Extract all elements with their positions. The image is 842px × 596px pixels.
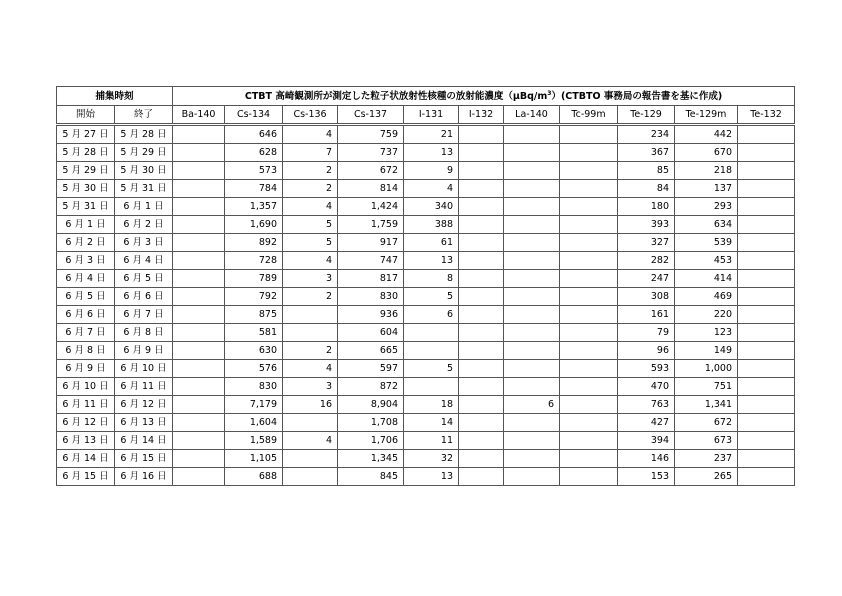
start-date-cell: 6 月 7 日 [57, 324, 115, 342]
value-cell: 1,690 [225, 216, 283, 234]
value-cell [504, 198, 560, 216]
value-cell [459, 125, 504, 144]
value-cell [173, 252, 225, 270]
table-row [57, 396, 795, 414]
nuclide-header: Ba-140 [173, 106, 225, 125]
end-date-cell: 6 月 7 日 [115, 306, 173, 324]
value-cell [504, 414, 560, 432]
nuclide-header: Tc-99m [560, 106, 618, 125]
value-cell [738, 432, 795, 450]
end-date-cell: 6 月 11 日 [115, 378, 173, 396]
value-cell [504, 378, 560, 396]
value-cell [459, 144, 504, 162]
value-cell [738, 252, 795, 270]
table-row [57, 234, 795, 252]
end-date-cell: 6 月 3 日 [115, 234, 173, 252]
nuclide-header: Cs-137 [338, 106, 404, 125]
value-cell: 153 [618, 468, 675, 486]
value-cell [173, 360, 225, 378]
value-cell: 8 [404, 270, 459, 288]
value-cell: 218 [675, 162, 738, 180]
value-cell [504, 468, 560, 486]
table-row [57, 144, 795, 162]
end-date-cell: 5 月 30 日 [115, 162, 173, 180]
value-cell: 18 [404, 396, 459, 414]
value-cell [738, 270, 795, 288]
value-cell [173, 234, 225, 252]
value-cell [459, 270, 504, 288]
value-cell: 751 [675, 378, 738, 396]
value-cell: 5 [404, 288, 459, 306]
value-cell: 1,000 [675, 360, 738, 378]
value-cell [560, 270, 618, 288]
value-cell [404, 324, 459, 342]
nuclide-header: La-140 [504, 106, 560, 125]
value-cell: 646 [225, 125, 283, 144]
start-date-cell: 6 月 5 日 [57, 288, 115, 306]
value-cell: 21 [404, 125, 459, 144]
capture-time-header: 捕集時刻 [57, 87, 173, 106]
value-cell [459, 306, 504, 324]
value-cell: 4 [283, 432, 338, 450]
value-cell: 4 [283, 125, 338, 144]
value-cell [173, 432, 225, 450]
value-cell: 469 [675, 288, 738, 306]
value-cell: 784 [225, 180, 283, 198]
value-cell: 593 [618, 360, 675, 378]
value-cell: 234 [618, 125, 675, 144]
value-cell [560, 378, 618, 396]
value-cell: 5 [404, 360, 459, 378]
table-title: CTBT 高崎観測所が測定した粒子状放射性核種の放射能濃度$(\mu Bq/m^3)(CTBTO$ 事務局の報告書を基に作成) [173, 87, 795, 106]
value-cell [173, 414, 225, 432]
table-row [57, 162, 795, 180]
value-cell: 32 [404, 450, 459, 468]
start-date-cell: 6 月 2 日 [57, 234, 115, 252]
value-cell [738, 414, 795, 432]
end-date-cell: 6 月 9 日 [115, 342, 173, 360]
value-cell: 220 [675, 306, 738, 324]
value-cell [504, 216, 560, 234]
value-cell: 1,589 [225, 432, 283, 450]
value-cell [173, 324, 225, 342]
value-cell [738, 360, 795, 378]
value-cell: 672 [675, 414, 738, 432]
value-cell: 4 [404, 180, 459, 198]
value-cell [173, 125, 225, 144]
value-cell [738, 234, 795, 252]
value-cell: 8,904 [338, 396, 404, 414]
value-cell [560, 198, 618, 216]
value-cell: 872 [338, 378, 404, 396]
value-cell: 2 [283, 342, 338, 360]
end-date-cell: 6 月 10 日 [115, 360, 173, 378]
value-cell [459, 252, 504, 270]
value-cell [738, 216, 795, 234]
value-cell [283, 468, 338, 486]
table-row [57, 125, 795, 144]
value-cell: 763 [618, 396, 675, 414]
value-cell: 597 [338, 360, 404, 378]
value-cell [173, 216, 225, 234]
value-cell: 146 [618, 450, 675, 468]
value-cell: 13 [404, 144, 459, 162]
value-cell [560, 450, 618, 468]
value-cell: 1,708 [338, 414, 404, 432]
value-cell: 845 [338, 468, 404, 486]
value-cell [504, 450, 560, 468]
value-cell [283, 324, 338, 342]
value-cell [560, 288, 618, 306]
value-cell: 581 [225, 324, 283, 342]
value-cell: 340 [404, 198, 459, 216]
end-date-cell: 6 月 6 日 [115, 288, 173, 306]
start-date-cell: 6 月 12 日 [57, 414, 115, 432]
value-cell [504, 342, 560, 360]
value-cell [738, 162, 795, 180]
value-cell [504, 180, 560, 198]
value-cell [738, 378, 795, 396]
value-cell: 5 [283, 216, 338, 234]
value-cell: 936 [338, 306, 404, 324]
value-cell [560, 396, 618, 414]
value-cell: 830 [338, 288, 404, 306]
value-cell: 393 [618, 216, 675, 234]
value-cell: 16 [283, 396, 338, 414]
value-cell [459, 216, 504, 234]
value-cell: 470 [618, 378, 675, 396]
value-cell: 917 [338, 234, 404, 252]
value-cell [173, 144, 225, 162]
value-cell [560, 414, 618, 432]
value-cell: 265 [675, 468, 738, 486]
value-cell: 247 [618, 270, 675, 288]
start-date-cell: 5 月 31 日 [57, 198, 115, 216]
value-cell: 4 [283, 252, 338, 270]
value-cell [560, 180, 618, 198]
value-cell [738, 125, 795, 144]
table-row [57, 378, 795, 396]
value-cell: 1,345 [338, 450, 404, 468]
value-cell: 1,759 [338, 216, 404, 234]
value-cell [738, 450, 795, 468]
value-cell [504, 270, 560, 288]
end-date-cell: 5 月 28 日 [115, 125, 173, 144]
end-date-cell: 6 月 16 日 [115, 468, 173, 486]
value-cell [504, 432, 560, 450]
value-cell: 7,179 [225, 396, 283, 414]
value-cell: 453 [675, 252, 738, 270]
value-cell [560, 342, 618, 360]
end-date-cell: 6 月 2 日 [115, 216, 173, 234]
table-row [57, 342, 795, 360]
value-cell: 6 [504, 396, 560, 414]
value-cell: 875 [225, 306, 283, 324]
start-date-cell: 6 月 6 日 [57, 306, 115, 324]
value-cell: 1,357 [225, 198, 283, 216]
value-cell [459, 414, 504, 432]
value-cell: 293 [675, 198, 738, 216]
start-date-cell: 6 月 13 日 [57, 432, 115, 450]
value-cell: 237 [675, 450, 738, 468]
value-cell: 672 [338, 162, 404, 180]
nuclide-header: I-132 [459, 106, 504, 125]
value-cell: 539 [675, 234, 738, 252]
value-cell: 137 [675, 180, 738, 198]
value-cell: 96 [618, 342, 675, 360]
table-row [57, 198, 795, 216]
value-cell: 728 [225, 252, 283, 270]
value-cell: 161 [618, 306, 675, 324]
value-cell: 442 [675, 125, 738, 144]
value-cell [459, 432, 504, 450]
value-cell [173, 288, 225, 306]
end-date-cell: 6 月 8 日 [115, 324, 173, 342]
value-cell: 394 [618, 432, 675, 450]
end-date-cell: 6 月 12 日 [115, 396, 173, 414]
value-cell [404, 378, 459, 396]
value-cell: 85 [618, 162, 675, 180]
value-cell: 817 [338, 270, 404, 288]
start-date-cell: 6 月 15 日 [57, 468, 115, 486]
value-cell [560, 144, 618, 162]
value-cell [504, 234, 560, 252]
start-date-cell: 5 月 28 日 [57, 144, 115, 162]
value-cell: 604 [338, 324, 404, 342]
value-cell: 737 [338, 144, 404, 162]
value-cell: 2 [283, 180, 338, 198]
value-cell: 2 [283, 288, 338, 306]
table-row [57, 432, 795, 450]
value-cell: 814 [338, 180, 404, 198]
table-row [57, 288, 795, 306]
value-cell [173, 378, 225, 396]
value-cell [283, 306, 338, 324]
value-cell [560, 432, 618, 450]
start-date-cell: 5 月 29 日 [57, 162, 115, 180]
value-cell [560, 252, 618, 270]
end-date-cell: 6 月 13 日 [115, 414, 173, 432]
value-cell [738, 306, 795, 324]
value-cell: 6 [404, 306, 459, 324]
value-cell: 308 [618, 288, 675, 306]
table-row [57, 180, 795, 198]
value-cell: 3 [283, 378, 338, 396]
table-row [57, 252, 795, 270]
start-date-cell: 6 月 11 日 [57, 396, 115, 414]
value-cell [738, 288, 795, 306]
end-date-cell: 6 月 5 日 [115, 270, 173, 288]
value-cell: 673 [675, 432, 738, 450]
value-cell [173, 450, 225, 468]
start-date-cell: 6 月 10 日 [57, 378, 115, 396]
value-cell: 688 [225, 468, 283, 486]
value-cell: 414 [675, 270, 738, 288]
value-cell: 1,341 [675, 396, 738, 414]
value-cell: 670 [675, 144, 738, 162]
value-cell: 427 [618, 414, 675, 432]
value-cell: 14 [404, 414, 459, 432]
value-cell [459, 324, 504, 342]
value-cell: 789 [225, 270, 283, 288]
value-cell [459, 360, 504, 378]
value-cell [738, 198, 795, 216]
nuclide-header: Te-132 [738, 106, 795, 125]
value-cell: 327 [618, 234, 675, 252]
radioactivity-table [56, 86, 795, 486]
value-cell [504, 125, 560, 144]
start-date-cell: 6 月 4 日 [57, 270, 115, 288]
value-cell [738, 180, 795, 198]
value-cell: 149 [675, 342, 738, 360]
value-cell [504, 252, 560, 270]
value-cell [459, 234, 504, 252]
value-cell [459, 378, 504, 396]
nuclide-header: Cs-136 [283, 106, 338, 125]
value-cell [173, 342, 225, 360]
end-date-cell: 6 月 4 日 [115, 252, 173, 270]
value-cell: 630 [225, 342, 283, 360]
value-cell: 388 [404, 216, 459, 234]
value-cell [560, 125, 618, 144]
value-cell [504, 144, 560, 162]
value-cell [173, 270, 225, 288]
value-cell [504, 360, 560, 378]
table-row [57, 360, 795, 378]
value-cell [504, 162, 560, 180]
value-cell: 2 [283, 162, 338, 180]
end-date-cell: 6 月 15 日 [115, 450, 173, 468]
value-cell [173, 198, 225, 216]
value-cell: 747 [338, 252, 404, 270]
value-cell [560, 360, 618, 378]
value-cell: 123 [675, 324, 738, 342]
value-cell [173, 162, 225, 180]
start-date-cell: 6 月 14 日 [57, 450, 115, 468]
value-cell: 79 [618, 324, 675, 342]
value-cell: 4 [283, 198, 338, 216]
value-cell: 7 [283, 144, 338, 162]
table-row [57, 414, 795, 432]
nuclide-header: Te-129 [618, 106, 675, 125]
value-cell: 1,424 [338, 198, 404, 216]
value-cell [459, 450, 504, 468]
value-cell: 1,105 [225, 450, 283, 468]
value-cell: 1,706 [338, 432, 404, 450]
value-cell [738, 468, 795, 486]
end-date-cell: 5 月 31 日 [115, 180, 173, 198]
value-cell [459, 288, 504, 306]
value-cell [738, 324, 795, 342]
value-cell: 576 [225, 360, 283, 378]
value-cell: 13 [404, 252, 459, 270]
value-cell [738, 396, 795, 414]
start-date-cell: 6 月 1 日 [57, 216, 115, 234]
value-cell: 830 [225, 378, 283, 396]
value-cell: 628 [225, 144, 283, 162]
value-cell [459, 468, 504, 486]
end-header: 終了 [115, 106, 173, 125]
value-cell [459, 342, 504, 360]
table-row [57, 270, 795, 288]
value-cell: 759 [338, 125, 404, 144]
value-cell [459, 162, 504, 180]
end-date-cell: 5 月 29 日 [115, 144, 173, 162]
value-cell [504, 324, 560, 342]
value-cell [504, 288, 560, 306]
start-date-cell: 5 月 30 日 [57, 180, 115, 198]
value-cell: 11 [404, 432, 459, 450]
end-date-cell: 6 月 14 日 [115, 432, 173, 450]
value-cell: 180 [618, 198, 675, 216]
nuclide-header: Cs-134 [225, 106, 283, 125]
start-header: 開始 [57, 106, 115, 125]
start-date-cell: 6 月 3 日 [57, 252, 115, 270]
value-cell [560, 324, 618, 342]
end-date-cell: 6 月 1 日 [115, 198, 173, 216]
table-row [57, 468, 795, 486]
value-cell [560, 162, 618, 180]
start-date-cell: 6 月 9 日 [57, 360, 115, 378]
value-cell: 367 [618, 144, 675, 162]
value-cell: 84 [618, 180, 675, 198]
value-cell: 61 [404, 234, 459, 252]
value-cell [738, 342, 795, 360]
value-cell: 1,604 [225, 414, 283, 432]
start-date-cell: 6 月 8 日 [57, 342, 115, 360]
value-cell [404, 342, 459, 360]
value-cell [459, 396, 504, 414]
value-cell [560, 216, 618, 234]
value-cell [560, 468, 618, 486]
value-cell [459, 180, 504, 198]
value-cell: 634 [675, 216, 738, 234]
value-cell: 5 [283, 234, 338, 252]
nuclide-header: Te-129m [675, 106, 738, 125]
value-cell: 573 [225, 162, 283, 180]
table-row [57, 216, 795, 234]
value-cell [283, 450, 338, 468]
value-cell: 282 [618, 252, 675, 270]
value-cell: 665 [338, 342, 404, 360]
value-cell: 892 [225, 234, 283, 252]
value-cell [173, 180, 225, 198]
value-cell: 13 [404, 468, 459, 486]
value-cell [459, 198, 504, 216]
value-cell: 3 [283, 270, 338, 288]
start-date-cell: 5 月 27 日 [57, 125, 115, 144]
table-row [57, 306, 795, 324]
table-row [57, 324, 795, 342]
value-cell [173, 468, 225, 486]
value-cell [738, 144, 795, 162]
value-cell [560, 306, 618, 324]
nuclide-header: I-131 [404, 106, 459, 125]
value-cell: 4 [283, 360, 338, 378]
value-cell [173, 306, 225, 324]
value-cell [283, 414, 338, 432]
value-cell [560, 234, 618, 252]
table-row [57, 450, 795, 468]
value-cell: 9 [404, 162, 459, 180]
value-cell [173, 396, 225, 414]
value-cell [504, 306, 560, 324]
value-cell: 792 [225, 288, 283, 306]
